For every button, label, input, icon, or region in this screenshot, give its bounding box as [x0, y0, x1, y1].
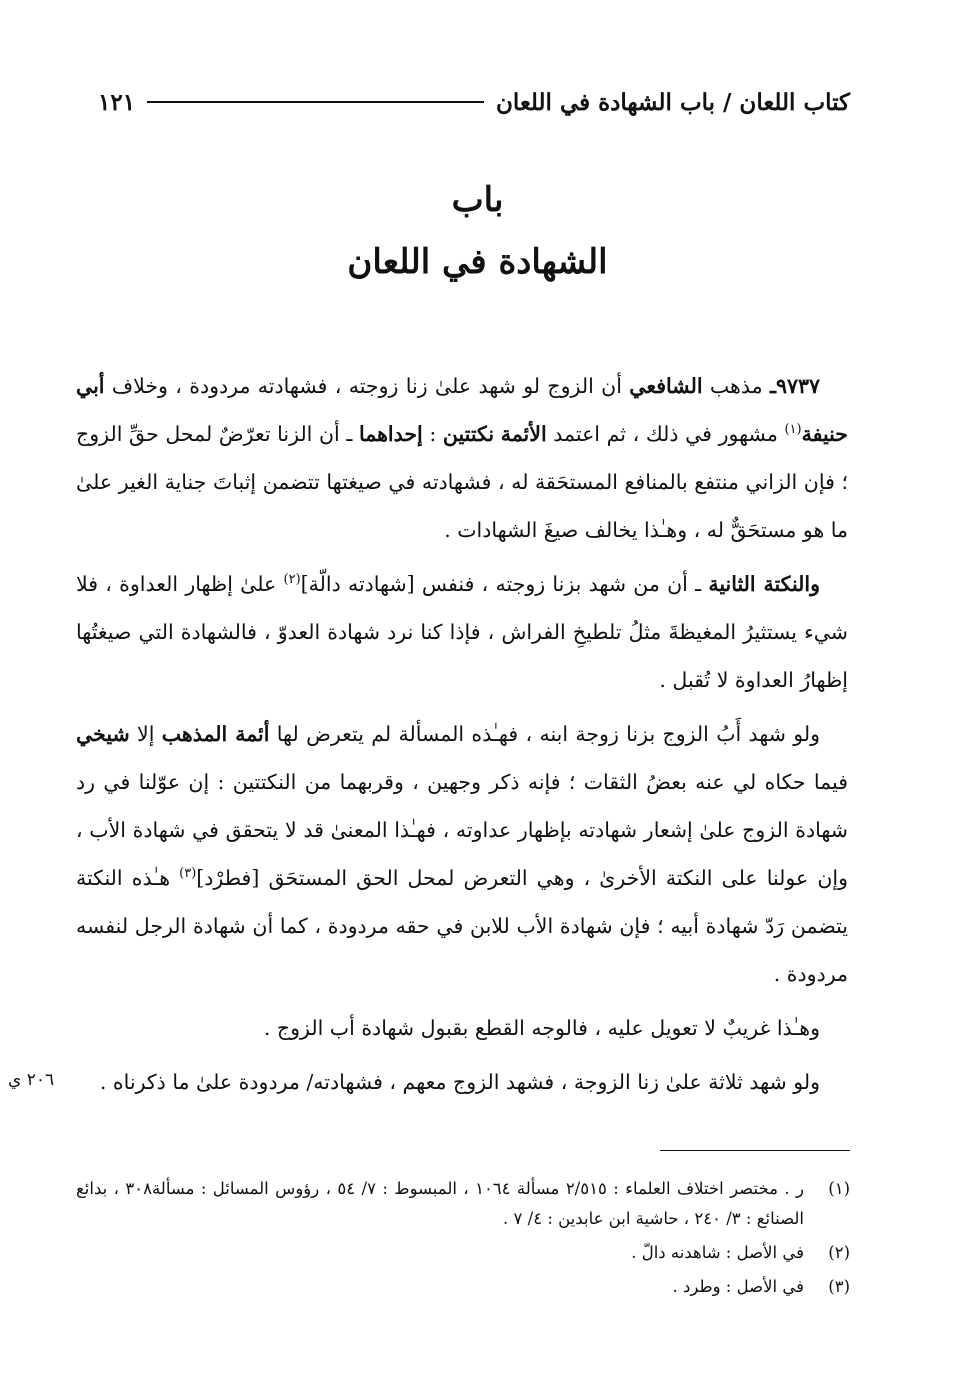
- text-run: إلا: [129, 722, 162, 746]
- footnote-number: (١): [828, 1179, 850, 1198]
- margin-manuscript-ref: ٢٠٦ ي: [8, 1070, 55, 1090]
- footnote-item: [76, 1272, 850, 1302]
- paragraph-ruling: وهـٰذا غريبٌ لا تعويل عليه ، فالوجه القطع بقبول شهادة أب الزوج .: [263, 1016, 820, 1040]
- text-run: هـٰذه النكتة يتضمن رَدّ شهادة أبيه ؛ فإن شهادة الأب للابن في حقه مردودة ، كما أن شهادة الرجل لنفسه مردودة .: [76, 866, 848, 986]
- footnote-text: ر . مختصر اختلاف العلماء : ٢/٥١٥ مسألة ١٠٦٤ ، المبسوط : ٧/ ٥٤ ، رؤوس المسائل : مسألة٣٠٨ ، بدائع الصنائع : ٣/ ٢٤٠ ، حاشية ابن عابدين : ٤/ ٧ .: [76, 1179, 804, 1228]
- footnote-ref-3: (٣): [179, 866, 197, 882]
- footnote-item: [76, 1174, 850, 1234]
- footnote-text: في الأصل : شاهدنه دالّ .: [631, 1243, 804, 1262]
- paragraph-9737: [76, 362, 848, 554]
- text-run: فيما حكاه لي عنه بعضُ الثقات ؛ فإنه ذكر وجهين ، وقربهما من النكتتين : إن عوّلنا في رد شهادة الزوج علىٰ إشعار شهادته بإظهار عداوته ، فهـٰذا المعنىٰ قد لا يتحقق في شهادة الأب ، وإن عولنا على النكتة الأخرىٰ ، وهي التعرض لمحل الحق المستحَق [فطرْد]: [76, 770, 849, 890]
- paragraph-three-witnesses: ولو شهد ثلاثة علىٰ زنا الزوجة ، فشهد الزوج معهم ، فشهادته/ مردودة علىٰ ما ذكرناه .: [99, 1070, 820, 1094]
- body-text: [76, 362, 848, 1112]
- text-run: مذهب: [702, 374, 770, 398]
- text-run: ـ أن الزنا تعرّضٌ لمحل حقِّ الزوج ؛ فإن الزاني منتفع بالمنافع المستحَقة له ، فشهادته في صيغتها تتضمن إثباتَ جناية الغير علىٰ ما هو مستحَقٌّ له ، وهـٰذا يخالف صيغَ الشهادات .: [76, 422, 848, 542]
- paragraph-number: ٩٧٣٧ـ: [769, 374, 820, 398]
- chapter-title-line1: باب: [451, 180, 504, 220]
- header-rule: [147, 101, 484, 103]
- bold-term: أئمة المذهب: [161, 722, 270, 746]
- footnotes: [76, 1174, 850, 1306]
- footnote-separator: [660, 1150, 850, 1151]
- paragraph-father-testimony: [76, 710, 848, 998]
- footnote-number: (٢): [828, 1243, 850, 1262]
- footnote-ref-1: (١): [784, 422, 802, 438]
- bold-name: شيخي: [76, 722, 130, 746]
- bold-term: نكتتين: [442, 422, 495, 446]
- footnote-ref-2: (٢): [283, 572, 301, 588]
- text-run: علىٰ إظهار العداوة ، فلا شيء يستثيرُ المغيظةَ مثلُ تلطيخِ الفراش ، فإذا كنا نرد شهادة العدوّ ، فالشهادة التي صيغتُها إظهارُ العداوة لا تُقبل .: [76, 572, 848, 692]
- footnote-text: في الأصل : وطرد .: [672, 1277, 804, 1296]
- page-number: ١٢١: [98, 88, 136, 116]
- running-header: [98, 84, 850, 120]
- footnote-number: (٣): [828, 1277, 850, 1296]
- bold-name: أبي حنيفة: [76, 374, 848, 446]
- running-title: كتاب اللعان / باب الشهادة في اللعان: [495, 88, 850, 116]
- text-run: ولو شهد أَبُ الزوج بزنا زوجة ابنه ، فهـٰذه المسألة لم يتعرض لها: [269, 722, 820, 746]
- footnote-item: [76, 1238, 850, 1268]
- text-run: ـ أن من شهد بزنا زوجته ، فنفس [شهادته دالّة]: [300, 572, 709, 596]
- bold-name: الشافعي: [629, 374, 703, 398]
- text-run: مشهور في ذلك ، ثم اعتمد: [546, 422, 785, 446]
- bold-term: الأئمة: [500, 422, 547, 446]
- bold-term: والنكتة الثانية: [708, 572, 821, 596]
- chapter-title-line2: الشهادة في اللعان: [347, 242, 608, 282]
- bold-term: إحداهما: [359, 422, 423, 446]
- text-run: :: [422, 422, 443, 446]
- paragraph-second-point: [76, 560, 848, 704]
- text-run: أن الزوج لو شهد علىٰ زنا زوجته ، فشهادته مردودة ، وخلاف: [104, 374, 630, 398]
- text-run: [494, 422, 501, 446]
